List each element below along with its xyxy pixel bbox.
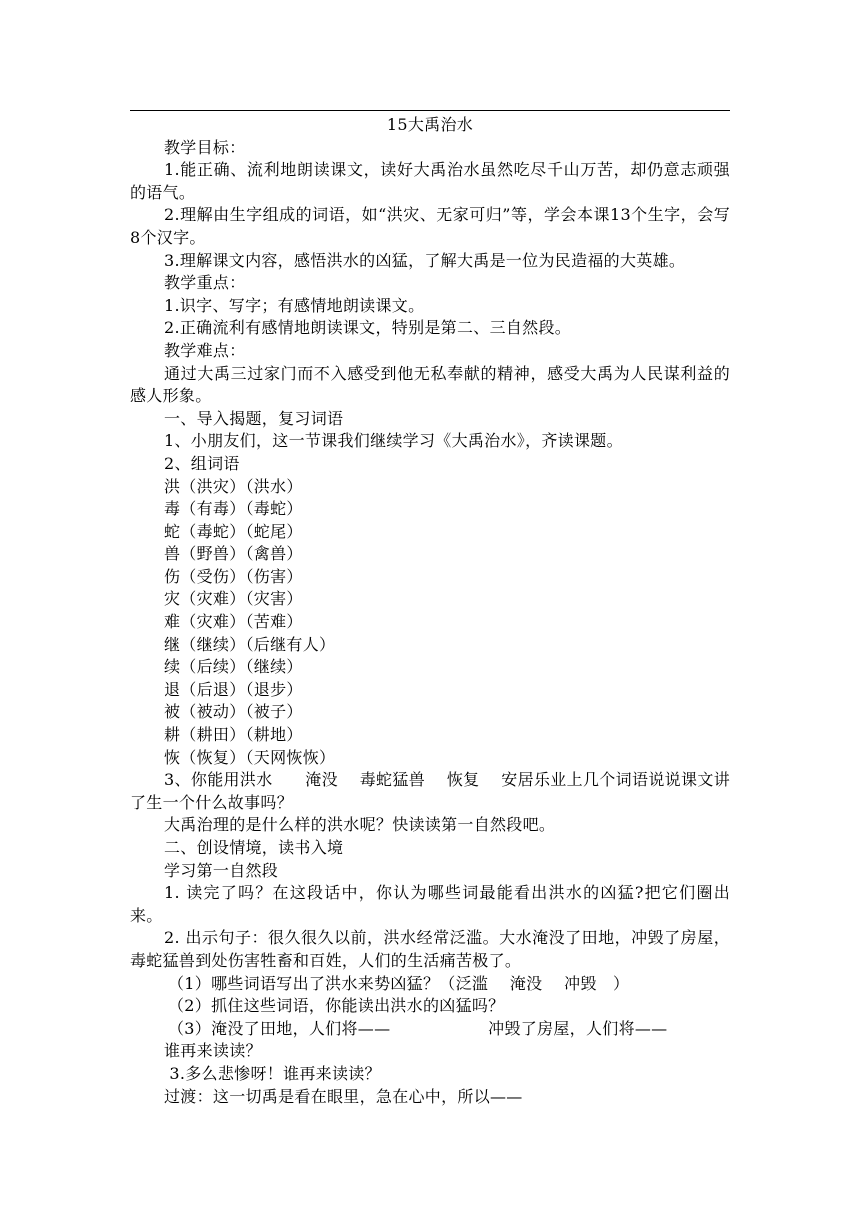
reading-task-3: 3.多么悲惨呀！谁再来读读？ (164, 1063, 381, 1083)
word-group-line: 兽（野兽）（禽兽） (164, 544, 303, 564)
difficulty-text: 通过大禹三过家门而不入感受到他无私奉献的精神，感受大禹为人民谋利益的感人形象。 (130, 363, 730, 406)
word-group-line: 续（后续）（继续） (164, 657, 303, 677)
part-one-heading: 一、导入揭题，复习词语 (164, 408, 344, 428)
section-heading-objectives: 教学目标： (164, 137, 246, 157)
question-2: （2）抓住这些词语，你能读出洪水的凶猛吗？ (168, 996, 505, 1016)
word-group-line: 耕（耕田）（耕地） (164, 725, 303, 745)
word-group-line: 难（灾难）（苦难） (164, 612, 303, 632)
objective-3: 3.理解课文内容，感悟洪水的凶猛，了解大禹是一位为民造福的大英雄。 (164, 250, 686, 270)
word-group-line: 灾（灾难）（灾害） (164, 589, 303, 609)
word-group-line: 洪（洪灾）（洪水） (164, 476, 303, 496)
reading-task-1: 1. 读完了吗？在这段话中，你认为哪些词最能看出洪水的凶猛?把它们圈出来。 (130, 883, 730, 925)
reread-prompt: 谁再来读读？ (164, 1041, 262, 1061)
section-heading-difficulty: 教学难点： (164, 340, 246, 360)
word-group-line: 恢（恢复）（天网恢恢） (164, 747, 336, 767)
word-group-line: 蛇（毒蛇）（蛇尾） (164, 521, 303, 541)
transition-text: 过渡：这一切禹是看在眼里，急在心中，所以—— (164, 1086, 523, 1106)
transition-question: 大禹治理的是什么样的洪水呢？快读读第一自然段吧。 (164, 815, 556, 835)
word-group-line: 毒（有毒）（毒蛇） (164, 499, 303, 519)
reading-task-2: 2. 出示句子：很久很久以前，洪水经常泛滥。大水淹没了田地，冲毁了房屋，毒蛇猛兽到处伤害牲畜和百姓，人们的生活痛苦极了。 (130, 928, 730, 970)
step-2-heading: 2、组词语 (164, 453, 240, 473)
paragraph-one-study: 学习第一自然段 (164, 860, 279, 880)
step-1: 1、小朋友们，这一节课我们继续学习《大禹治水》，齐读课题。 (164, 431, 623, 451)
question-1: （1）哪些词语写出了洪水来势凶猛？（泛滥 淹没 冲毁 ） (168, 973, 630, 993)
key-point-1: 1.识字、写字；有感情地朗读课文。 (164, 295, 425, 315)
objective-2: 2.理解由生字组成的词语，如“洪灾、无家可归”等，学会本课13个生字，会写8个汉字。 (130, 205, 730, 247)
header-rule (130, 110, 730, 111)
section-heading-key-points: 教学重点： (164, 273, 246, 293)
document-body (130, 114, 730, 1108)
lesson-title: 15大禹治水 (386, 115, 474, 134)
word-group-line: 伤（受伤）（伤害） (164, 566, 303, 586)
key-point-2: 2.正确流利有感情地朗读课文，特别是第二、三自然段。 (164, 318, 572, 338)
word-group-line: 退（后退）（退步） (164, 679, 303, 699)
objective-1: 1.能正确、流利地朗读课文，读好大禹治水虽然吃尽千山万苦，却仍意志顽强的语气。 (130, 160, 730, 202)
part-two-heading: 二、创设情境，读书入境 (164, 838, 344, 857)
step-3: 3、你能用洪水 淹没 毒蛇猛兽 恢复 安居乐业上几个词语说说课文讲了生一个什么故事吗？ (130, 770, 730, 812)
question-3: （3）淹没了田地，人们将—— 冲毁了房屋，人们将—— (168, 1018, 668, 1038)
word-group-line: 被（被动）（被子） (164, 702, 303, 722)
word-group-line: 继（继续）（后继有人） (164, 634, 336, 654)
